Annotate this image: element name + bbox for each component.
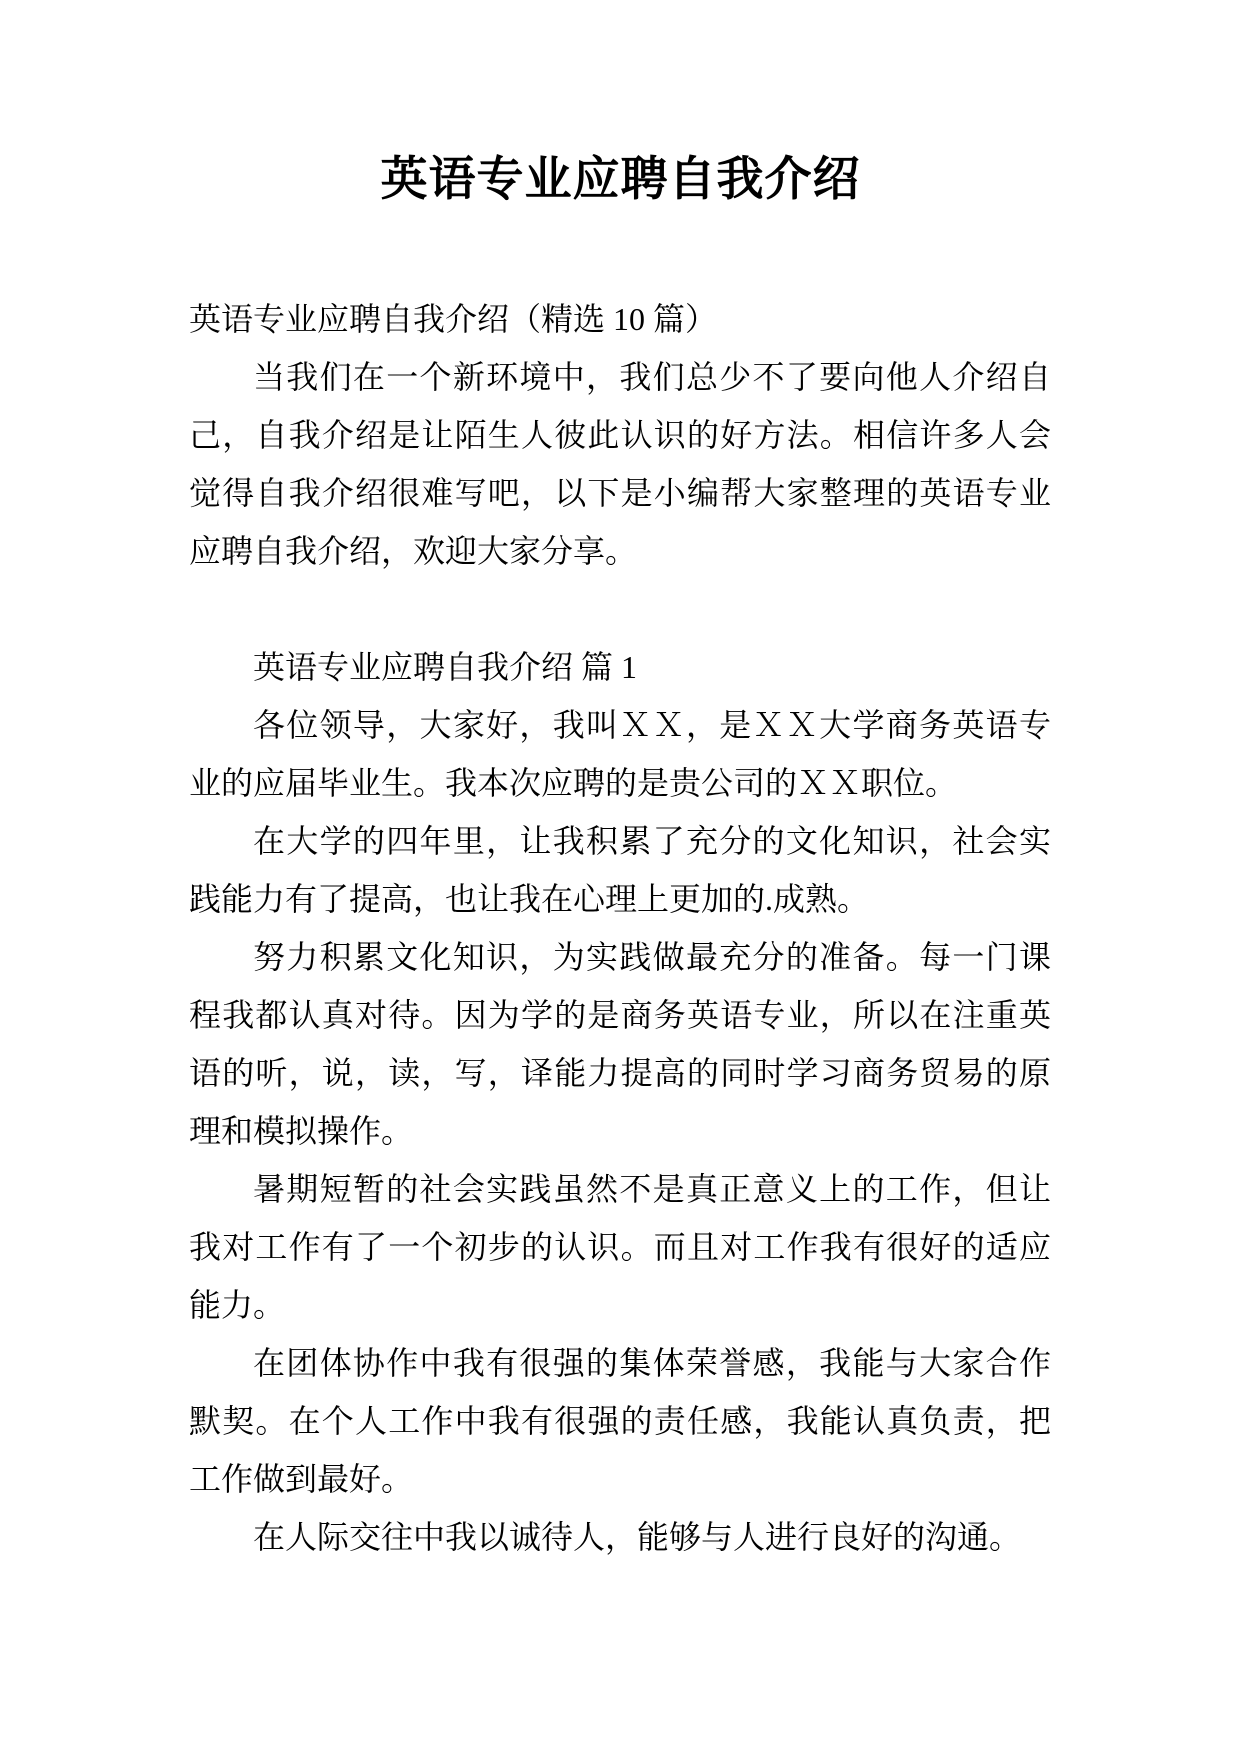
body-paragraph-6: 在人际交往中我以诚待人，能够与人进行良好的沟通。 [253,1519,1022,1555]
document-title: 英语专业应聘自我介绍 [380,154,861,206]
document-body [189,290,1051,1566]
body-paragraph-1: 各位领导，大家好，我叫ＸＸ，是ＸＸ大学商务英语专业的应届毕业生。我本次应聘的是贵公司的ＸＸ职位。 [189,707,1051,801]
body-paragraph-4: 暑期短暂的社会实践虽然不是真正意义上的工作，但让我对工作有了一个初步的认识。而且对工作我有很好的适应能力。 [189,1171,1051,1323]
section-1-heading: 英语专业应聘自我介绍 篇 1 [253,649,638,685]
body-paragraph-5: 在团体协作中我有很强的集体荣誉感，我能与大家合作默契。在个人工作中我有很强的责任感，我能认真负责，把工作做到最好。 [189,1345,1051,1497]
body-paragraph-2: 在大学的四年里，让我积累了充分的文化知识，社会实践能力有了提高，也让我在心理上更加的.成熟。 [189,823,1051,917]
intro-paragraph: 当我们在一个新环境中，我们总少不了要向他人介绍自己，自我介绍是让陌生人彼此认识的好方法。相信许多人会觉得自我介绍很难写吧，以下是小编帮大家整理的英语专业应聘自我介绍，欢迎大家分享。 [189,359,1051,569]
body-paragraph-3: 努力积累文化知识，为实践做最充分的准备。每一门课程我都认真对待。因为学的是商务英语专业，所以在注重英语的听，说，读，写，译能力提高的同时学习商务贸易的原理和模拟操作。 [189,939,1051,1149]
collection-heading: 英语专业应聘自我介绍（精选 10 篇） [189,301,718,337]
